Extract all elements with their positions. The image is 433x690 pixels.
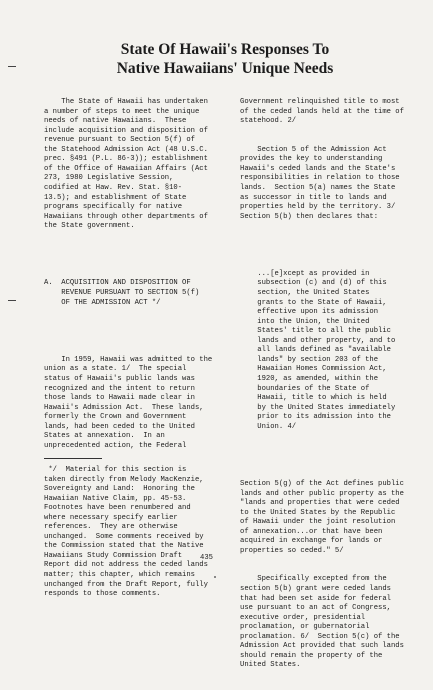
- scan-edge-mark: [8, 300, 16, 301]
- title-line-2: Native Hawaiians' Unique Needs: [116, 60, 334, 77]
- title-line-1: State Of Hawaii's Responses To: [120, 41, 330, 58]
- intro-paragraph: The State of Hawaii has undertaken a number of steps to meet the unique needs of native Hawaiians. These include acquisition and disposition of revenue pursuant to Section 5(f) of the Statehood Admission Act (48 U.S.C. prec. §491 (P.L. 86-3)); establishment of the Office of Hawaiian Affairs (Act 273, 1980 Legislative Session, codified at Haw. Rev. Stat. §10- 13.5); and establishment of State programs specifically for native Hawaiians through other departments of the State government.: [44, 98, 208, 231]
- footnote: */ Material for this section is taken directly from Melody MacKenzie, Sovereignty and Land: Honoring the Hawaiian Native Claim, pp. 45-53. Footnotes have been renumbered and where necessary specify earlier references. They are otherwise unchanged. Some comments received by the Commission stated that the Native Hawaiians Study Commission Draft Report did not address the ceded lands matter; this chapter, which remains unchanged from the Draft Report, fully responds to those comments.: [44, 466, 208, 599]
- scan-edge-mark: [8, 66, 16, 67]
- left-column: [44, 79, 234, 470]
- footnote-divider: [44, 458, 102, 459]
- relinquish-paragraph: Government relinquished title to most of the ceded lands held at the time of statehood. 2/: [240, 98, 404, 126]
- exception-paragraph: Specifically excepted from the section 5(b) grant were ceded lands that had been set aside for federal use pursuant to an act of Congress, executive order, presidential proclamation, or gubernatorial proclamation. 6/ Section 5(c) of the Admission Act provided that such lands should remain the property of the United States.: [240, 575, 404, 670]
- admission-paragraph: In 1959, Hawaii was admitted to the union as a state. 1/ The special status of Hawaii's public lands was recognized and the intent to return those lands to Hawaii made clear in Hawaii's Admission Act. These lands, formerly the Crown and Government lands, had been ceded to the United States at annexation. In an unprecedented action, the Federal: [44, 355, 213, 450]
- section5b-quote: ...[e]xcept as provided in subsection (c) and (d) of this section, the United States grants to the State of Hawaii, effective upon its admission into the Union, the United States' title to all the public lands and other property, and to all lands defined as "available lands" by section 203 of the Hawaiian Homes Commission Act, 1920, as amended, within the boundaries of the State of Hawaii, title to which is held by the United States immediately prior to its admission into the Union. 4/: [257, 269, 396, 431]
- section-heading: A. ACQUISITION AND DISPOSITION OF REVENUE PURSUANT TO SECTION 5(f) OF THE ADMISSION ACT */: [44, 279, 200, 307]
- page-title: [60, 40, 390, 78]
- section5-paragraph: Section 5 of the Admission Act provides the key to understanding Hawaii's ceded lands and the State's responsibilities in relation to those lands. Section 5(a) names the State as successor in title to lands and properties held by the territory. 3/ Section 5(b) then declares that:: [240, 145, 400, 221]
- page-number: 435: [200, 554, 213, 562]
- scan-speck: [214, 576, 216, 578]
- section5g-paragraph: Section 5(g) of the Act defines public lands and other public property as the "lands and properties that were ceded to the United States by the Republic of Hawaii under the joint resolution of annexation...or that have been acquired in exchange for lands or properties so ceded." 5/: [240, 479, 404, 555]
- right-column: [240, 79, 430, 690]
